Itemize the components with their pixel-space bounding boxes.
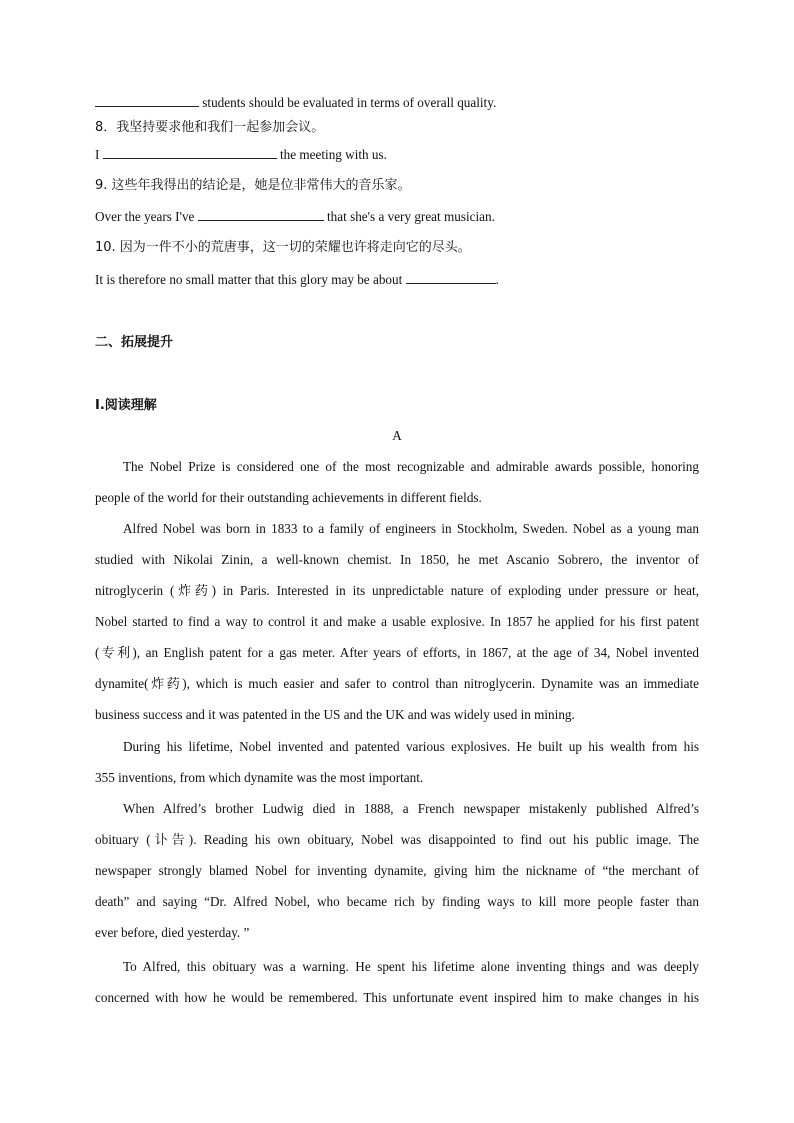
paragraph-line: During his lifetime, Nobel invented and patented various explosives. He built up his wealth from his bbox=[123, 739, 699, 754]
paragraph-line: When Alfred’s brother Ludwig died in 1888, a French newspaper mistakenly published Alfred’s bbox=[123, 801, 699, 816]
paragraph-line: nitroglycerin (炸药) in Paris. Interested in its unpredictable nature of exploding under pressure or heat, bbox=[95, 583, 699, 598]
passage-label: A bbox=[392, 428, 402, 443]
paragraph-5 bbox=[95, 951, 699, 1013]
paragraph-line: death” and saying “Dr. Alfred Nobel, who became rich by finding ways to kill more people faster than bbox=[95, 894, 699, 909]
paragraph-line: studied with Nikolai Zinin, a well-known chemist. In 1850, he met Ascanio Sobrero, the inventor of bbox=[95, 552, 699, 567]
paragraph-line: newspaper strongly blamed Nobel for inventing dynamite, giving him the nickname of “the merchant of bbox=[95, 863, 699, 878]
paragraph-line: concerned with how he would be remembered. This unfortunate event inspired him to make changes in his bbox=[95, 990, 699, 1005]
section-subtitle: I.阅读理解 bbox=[95, 398, 157, 413]
paragraph-line: 355 inventions, from which dynamite was the most important. bbox=[95, 770, 424, 785]
paragraph-1 bbox=[95, 451, 699, 513]
paragraph-line: business success and it was patented in the US and the UK and was widely used in mining. bbox=[95, 707, 575, 722]
exercise-item-8: I the meeting with us. bbox=[95, 147, 387, 162]
paragraph-line: ever before, died yesterday. ” bbox=[95, 925, 250, 940]
paragraph-3 bbox=[95, 731, 699, 793]
section-title: 二、拓展提升 bbox=[95, 335, 174, 350]
answer-blank[interactable] bbox=[103, 145, 277, 159]
paragraph-line: (专利), an English patent for a gas meter. After years of efforts, in 1867, at the age of 34, Nobel invented bbox=[95, 645, 699, 660]
paragraph-line: dynamite(炸药), which is much easier and safer to control than nitroglycerin. Dynamite was an immediate bbox=[95, 676, 699, 691]
exercise-item-10-chinese: 10. 因为一件不小的荒唐事，这一切的荣耀也许将走向它的尽头。 bbox=[95, 240, 471, 255]
exercise-item-10: It is therefore no small matter that this glory may be about . bbox=[95, 272, 499, 287]
exercise-item-8-chinese: 8．我坚持要求他和我们一起参加会议。 bbox=[95, 120, 325, 135]
paragraph-line: obituary (讣告). Reading his own obituary, Nobel was disappointed to find out his public image. The bbox=[95, 832, 699, 847]
exercise-item-9-chinese: 9. 这些年我得出的结论是，她是位非常伟大的音乐家。 bbox=[95, 178, 411, 193]
paragraph-2 bbox=[95, 513, 699, 730]
paragraph-line: The Nobel Prize is considered one of the most recognizable and admirable awards possible, honoring bbox=[123, 459, 699, 474]
paragraph-line: Alfred Nobel was born in 1833 to a family of engineers in Stockholm, Sweden. Nobel as a young man bbox=[123, 521, 699, 536]
exercise-item-7: students should be evaluated in terms of overall quality. bbox=[95, 93, 699, 113]
paragraph-4 bbox=[95, 793, 699, 948]
answer-blank[interactable] bbox=[95, 93, 199, 107]
exercise-item-9: Over the years I've that she's a very great musician. bbox=[95, 209, 495, 224]
paragraph-line: Nobel started to find a way to control it and make a usable explosive. In 1857 he applied for his first patent bbox=[95, 614, 699, 629]
answer-blank[interactable] bbox=[406, 270, 496, 284]
paragraph-line: To Alfred, this obituary was a warning. He spent his lifetime alone inventing things and was deeply bbox=[123, 959, 699, 974]
answer-blank[interactable] bbox=[198, 207, 324, 221]
paragraph-line: people of the world for their outstanding achievements in different fields. bbox=[95, 490, 482, 505]
